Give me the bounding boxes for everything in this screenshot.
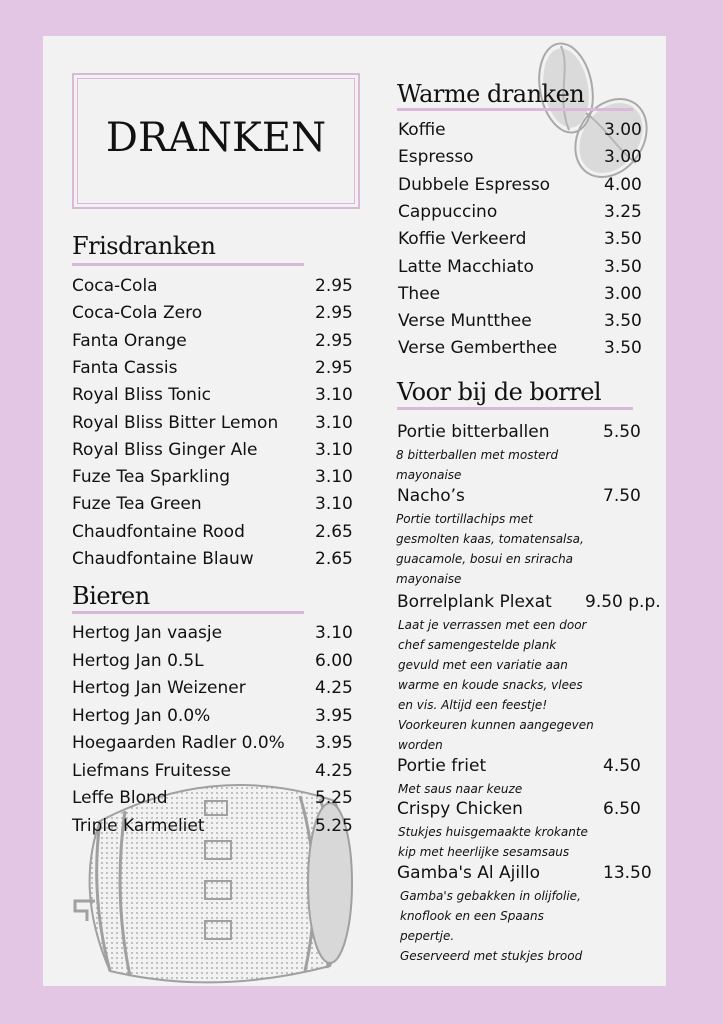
section-title-warme-dranken: Warme dranken (397, 80, 585, 108)
menu-item-name: Coca-Cola (72, 276, 158, 296)
menu-item-price: 3.00 (604, 283, 642, 304)
menu-item-description: Stukjes huisgemaakte krokante (398, 825, 588, 839)
menu-item-name: Royal Bliss Tonic (72, 385, 212, 406)
title-box (72, 73, 360, 209)
menu-item-price: 3.10 (315, 623, 353, 643)
menu-item-name: Nacho’s (397, 486, 465, 506)
menu-item-price: 4.25 (315, 760, 353, 781)
menu-item-name: Fanta Orange (72, 330, 187, 351)
menu-item-name: Borrelplank Plexat (397, 592, 552, 612)
section-title-bieren: Bieren (72, 582, 150, 610)
menu-item-price: 3.00 (604, 147, 642, 168)
menu-item-name: Portie friet (397, 756, 487, 776)
menu-item-name: Coca-Cola Zero (72, 303, 203, 324)
menu-item-price: 3.50 (604, 338, 642, 359)
menu-item-description: Laat je verrassen met een door (398, 618, 587, 632)
section-underline (397, 108, 633, 111)
menu-item-price: 3.10 (315, 439, 353, 460)
menu-item-name: Triple Karmeliet (72, 815, 205, 836)
menu-item-price: 3.95 (315, 705, 353, 726)
menu-item-price: 3.10 (315, 385, 353, 406)
menu-item-price: 2.95 (315, 357, 353, 378)
menu-item-price: 5.25 (315, 788, 353, 808)
menu-page (43, 36, 666, 986)
menu-item-name: Hertog Jan Weizener (72, 678, 246, 698)
menu-item-description: worden (398, 738, 443, 752)
menu-item-price: 3.10 (315, 467, 353, 488)
menu-item-description: en vis. Altijd een feestje! (398, 698, 548, 712)
menu-item-description: chef samengestelde plank (398, 638, 557, 652)
menu-item-price: 4.25 (315, 678, 353, 698)
menu-item-price: 3.50 (604, 256, 642, 277)
section-underline (397, 407, 633, 410)
menu-item-price: 7.50 (603, 486, 641, 506)
menu-item-name: Chaudfontaine Blauw (72, 549, 254, 569)
menu-item-price: 6.50 (603, 799, 641, 819)
menu-item-name: Royal Bliss Bitter Lemon (72, 412, 279, 433)
menu-item-price: 2.95 (315, 276, 353, 296)
menu-item-name: Koffie Verkeerd (398, 229, 527, 250)
menu-item-description: Geserveerd met stukjes brood (400, 949, 583, 963)
menu-item-description: warme en koude snacks, vlees (398, 678, 583, 692)
section-title-borrel: Voor bij de borrel (397, 378, 602, 406)
menu-item-price: 3.95 (315, 733, 353, 753)
menu-item-description: knoflook en een Spaans (400, 909, 544, 923)
menu-item-price: 2.65 (315, 521, 353, 542)
menu-item-description: guacamole, bosui en sriracha (396, 552, 574, 566)
menu-item-price: 3.25 (604, 201, 642, 222)
menu-item-price: 4.00 (604, 174, 642, 195)
menu-item-name: Hertog Jan 0.0% (72, 705, 211, 726)
menu-item-name: Gamba's Al Ajillo (397, 863, 540, 883)
menu-item-name: Hertog Jan 0.5L (72, 650, 204, 671)
menu-item-description: mayonaise (396, 572, 462, 586)
menu-item-name: Fuze Tea Green (72, 494, 202, 515)
menu-item-description: gesmolten kaas, tomatensalsa, (396, 532, 584, 546)
menu-item-name: Hoegaarden Radler 0.0% (72, 733, 285, 753)
menu-item-price: 9.50 p.p. (585, 592, 661, 612)
menu-item-price: 3.10 (315, 494, 353, 515)
menu-item-name: Liefmans Fruitesse (72, 760, 231, 781)
menu-item-name: Leffe Blond (72, 788, 168, 808)
section-underline (72, 611, 304, 614)
menu-item-name: Portie bitterballen (397, 422, 550, 442)
menu-item-price: 4.50 (603, 756, 641, 776)
section-title-frisdranken: Frisdranken (72, 232, 216, 260)
menu-item-description: pepertje. (400, 929, 455, 943)
menu-item-name: Royal Bliss Ginger Ale (72, 439, 258, 460)
menu-item-price: 3.50 (604, 311, 642, 332)
menu-item-price: 5.50 (603, 422, 641, 442)
menu-item-name: Latte Macchiato (398, 256, 534, 277)
menu-item-price: 2.95 (315, 330, 353, 351)
menu-item-name: Fanta Cassis (72, 357, 178, 378)
menu-item-price: 5.25 (315, 815, 353, 836)
menu-item-name: Verse Muntthee (398, 311, 532, 332)
menu-item-price: 6.00 (315, 650, 353, 671)
menu-item-description: mayonaise (396, 468, 462, 482)
menu-item-name: Hertog Jan vaasje (72, 623, 223, 643)
menu-item-name: Espresso (398, 147, 474, 168)
menu-item-description: gevuld met een variatie aan (398, 658, 568, 672)
menu-item-description: Met saus naar keuze (398, 782, 523, 796)
menu-item-description: Gamba's gebakken in olijfolie, (400, 889, 581, 903)
menu-item-price: 13.50 (603, 863, 652, 883)
section-underline (72, 263, 304, 266)
menu-item-name: Koffie (398, 120, 446, 140)
menu-item-name: Thee (398, 283, 441, 304)
menu-item-description: kip met heerlijke sesamsaus (398, 845, 570, 859)
menu-item-price: 3.00 (604, 120, 642, 140)
menu-item-price: 3.50 (604, 229, 642, 250)
menu-item-name: Crispy Chicken (397, 799, 523, 819)
menu-item-name: Verse Gemberthee (398, 338, 558, 359)
menu-item-name: Chaudfontaine Rood (72, 521, 245, 542)
menu-item-description: 8 bitterballen met mosterd (396, 448, 559, 462)
menu-item-name: Fuze Tea Sparkling (72, 467, 231, 488)
menu-item-description: Voorkeuren kunnen aangegeven (398, 718, 594, 732)
menu-item-name: Dubbele Espresso (398, 174, 551, 195)
menu-item-description: Portie tortillachips met (396, 512, 533, 526)
page-title: DRANKEN (105, 115, 327, 161)
menu-item-price: 3.10 (315, 412, 353, 433)
menu-item-price: 2.95 (315, 303, 353, 324)
menu-item-name: Cappuccino (398, 201, 498, 222)
menu-item-price: 2.65 (315, 549, 353, 569)
